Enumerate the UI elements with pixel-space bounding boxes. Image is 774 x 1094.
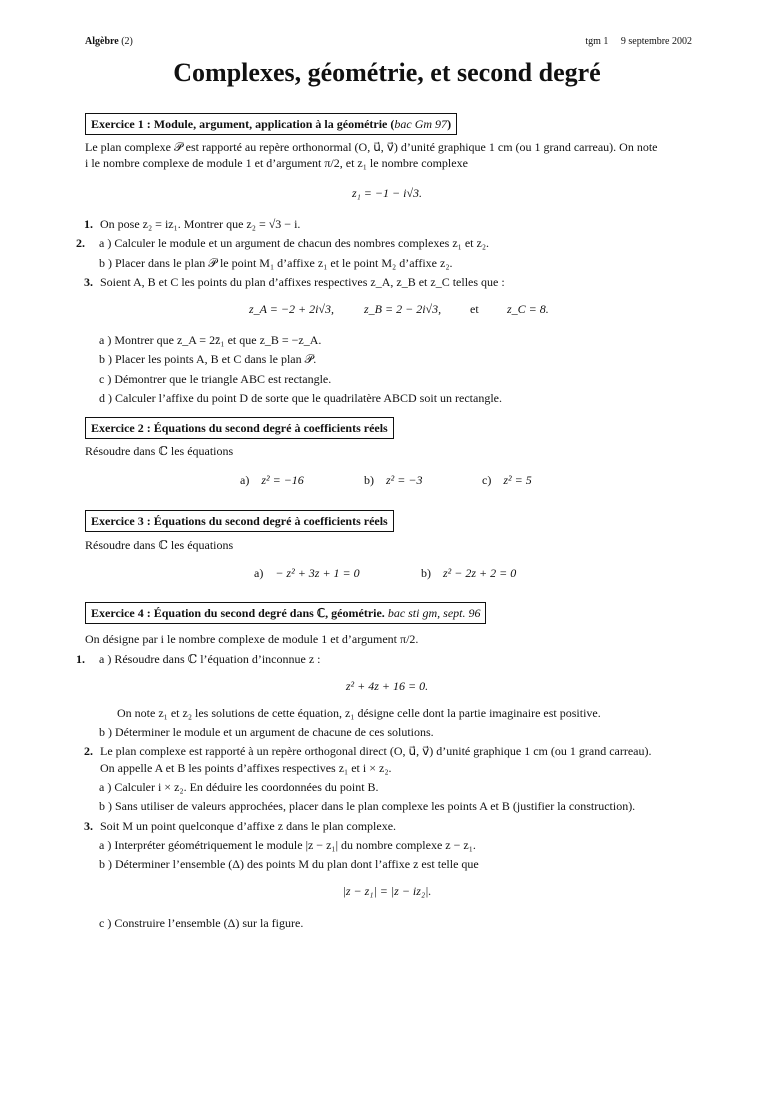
ex4-q3b: b ) Déterminer l’ensemble (Δ) des points M du plan dont l’affixe z est telle que	[99, 857, 479, 871]
ex4-q1a: a ) Résoudre dans ℂ l’équation d’inconnue z :	[99, 652, 321, 666]
ex3-equation-b	[421, 566, 516, 580]
exercise-2-heading	[85, 417, 394, 439]
ex3-equation-a	[254, 566, 360, 580]
ex4-q2-text-1: Le plan complexe est rapporté à un repère orthogonal direct (O, u⃗, v⃗) d’unité graphique 1 cm (ou 1 grand carreau).	[100, 744, 652, 758]
ex1-equation-z1: z₁ = −1 − i√3.	[351, 186, 423, 200]
ex1-q3-number: 3.	[84, 275, 93, 289]
ex1-q2b: b ) Placer dans le plan 𝒫 le point M₁ d’affixe z₁ et le point M₂ d’affixe z₂.	[99, 256, 453, 270]
exercise-3-heading	[85, 510, 394, 532]
ex3-a-label: a)	[254, 566, 264, 580]
ex4-q2-number: 2.	[84, 744, 93, 758]
ex1-equation-zC: z_C = 8.	[507, 302, 549, 316]
ex3-intro: Résoudre dans ℂ les équations	[85, 538, 234, 552]
exercise-1-heading	[85, 113, 457, 135]
ex1-q3-text: Soient A, B et C les points du plan d’affixes respectives z_A, z_B et z_C telles que :	[100, 275, 505, 289]
ex4-note: On note z₁ et z₂ les solutions de cette équation, z₁ désigne celle dont la partie imaginaire est positive.	[117, 706, 601, 720]
ex1-q2a: a ) Calculer le module et un argument de chacun des nombres complexes z₁ et z₂.	[99, 236, 490, 250]
ex1-q2-number: 2.	[76, 236, 85, 250]
ex1-q1-number: 1.	[84, 217, 93, 231]
exercise-1-title-end: )	[447, 117, 452, 131]
ex1-q3d: d ) Calculer l’affixe du point D de sorte que le quadrilatère ABCD soit un rectangle.	[99, 391, 502, 405]
exercise-4-title: Exercice 4 : Équation du second degré dans ℂ, géométrie.	[91, 606, 385, 620]
exercise-2-title: Exercice 2 : Équations du second degré à coefficients réels	[91, 421, 388, 435]
ex2-c-label: c)	[482, 473, 492, 487]
ex4-q3c: c ) Construire l’ensemble (Δ) sur la figure.	[99, 916, 304, 930]
course-chapter: (2)	[121, 36, 133, 47]
ex4-q3-text: Soit M un point quelconque d’affixe z dans le plan complexe.	[100, 819, 397, 833]
header-meta	[575, 36, 692, 47]
ex4-q1b: b ) Déterminer le module et un argument de chacune de ces solutions.	[99, 725, 434, 739]
ex4-intro: On désigne par i le nombre complexe de module 1 et d’argument π/2.	[85, 632, 419, 646]
ex1-equation-zA: z_A = −2 + 2i√3,	[249, 302, 334, 316]
ex2-b-label: b)	[364, 473, 374, 487]
ex2-equation-a	[240, 473, 304, 487]
ex4-q3-number: 3.	[84, 819, 93, 833]
ex2-a-equation: z² = −16	[261, 473, 304, 487]
exercise-1-title: Exercice 1 : Module, argument, application à la géométrie (	[91, 117, 395, 131]
exercise-4-source: bac sti gm, sept. 96	[387, 606, 481, 620]
ex2-c-equation: z² = 5	[503, 473, 532, 487]
ex2-equation-b	[364, 473, 422, 487]
exercise-4-heading	[85, 602, 486, 624]
ex4-equation-2: |z − z₁| = |z − iz₂|.	[342, 884, 432, 898]
ex2-intro: Résoudre dans ℂ les équations	[85, 444, 234, 458]
class-label: tgm 1	[585, 36, 609, 47]
page-title: Complexes, géométrie, et second degré	[173, 58, 601, 87]
ex4-q1-number: 1.	[76, 652, 85, 666]
ex1-intro-line-2: i le nombre complexe de module 1 et d’argument π/2, et z₁ le nombre complexe	[85, 156, 468, 170]
ex3-a-equation: − z² + 3z + 1 = 0	[275, 566, 360, 580]
ex1-equation-zB: z_B = 2 − 2i√3,	[364, 302, 442, 316]
ex4-q2-text-2: On appelle A et B les points d’affixes respectives z₁ et i × z₂.	[100, 761, 392, 775]
ex2-a-label: a)	[240, 473, 250, 487]
exercise-1-source: bac Gm 97	[394, 117, 448, 131]
course-name: Algèbre	[85, 36, 119, 47]
ex1-q3b: b ) Placer les points A, B et C dans le plan 𝒫.	[99, 352, 317, 366]
ex1-q3a: a ) Montrer que z_A = 2z̄₁ et que z_B = −z_A.	[99, 333, 322, 347]
ex4-equation-1: z² + 4z + 16 = 0.	[345, 679, 429, 693]
ex4-q2b: b ) Sans utiliser de valeurs approchées, placer dans le plan complexe les points A et B (justifier la construction).	[99, 799, 636, 813]
ex2-equation-c	[482, 473, 532, 487]
ex4-q3a: a ) Interpréter géométriquement le module |z − z₁| du nombre complexe z − z₁.	[99, 838, 476, 852]
header-course	[85, 36, 133, 47]
ex1-intro-line-1: Le plan complexe 𝒫 est rapporté au repère orthonormal (O, u⃗, v⃗) d’unité graphique 1 cm (ou 1 grand carreau). On note	[85, 140, 658, 154]
ex4-q2a: a ) Calculer i × z₂. En déduire les coordonnées du point B.	[99, 780, 379, 794]
ex1-equation-et: et	[470, 302, 479, 316]
date-label: 9 septembre 2002	[620, 36, 692, 47]
ex3-b-label: b)	[421, 566, 431, 580]
ex1-q3c: c ) Démontrer que le triangle ABC est rectangle.	[99, 372, 332, 386]
exercise-3-title: Exercice 3 : Équations du second degré à coefficients réels	[91, 514, 388, 528]
ex2-b-equation: z² = −3	[386, 473, 423, 487]
ex3-b-equation: z² − 2z + 2 = 0	[443, 566, 517, 580]
ex1-q1-text: On pose z₂ = iz₁. Montrer que z₂ = √3 − i.	[100, 217, 301, 231]
